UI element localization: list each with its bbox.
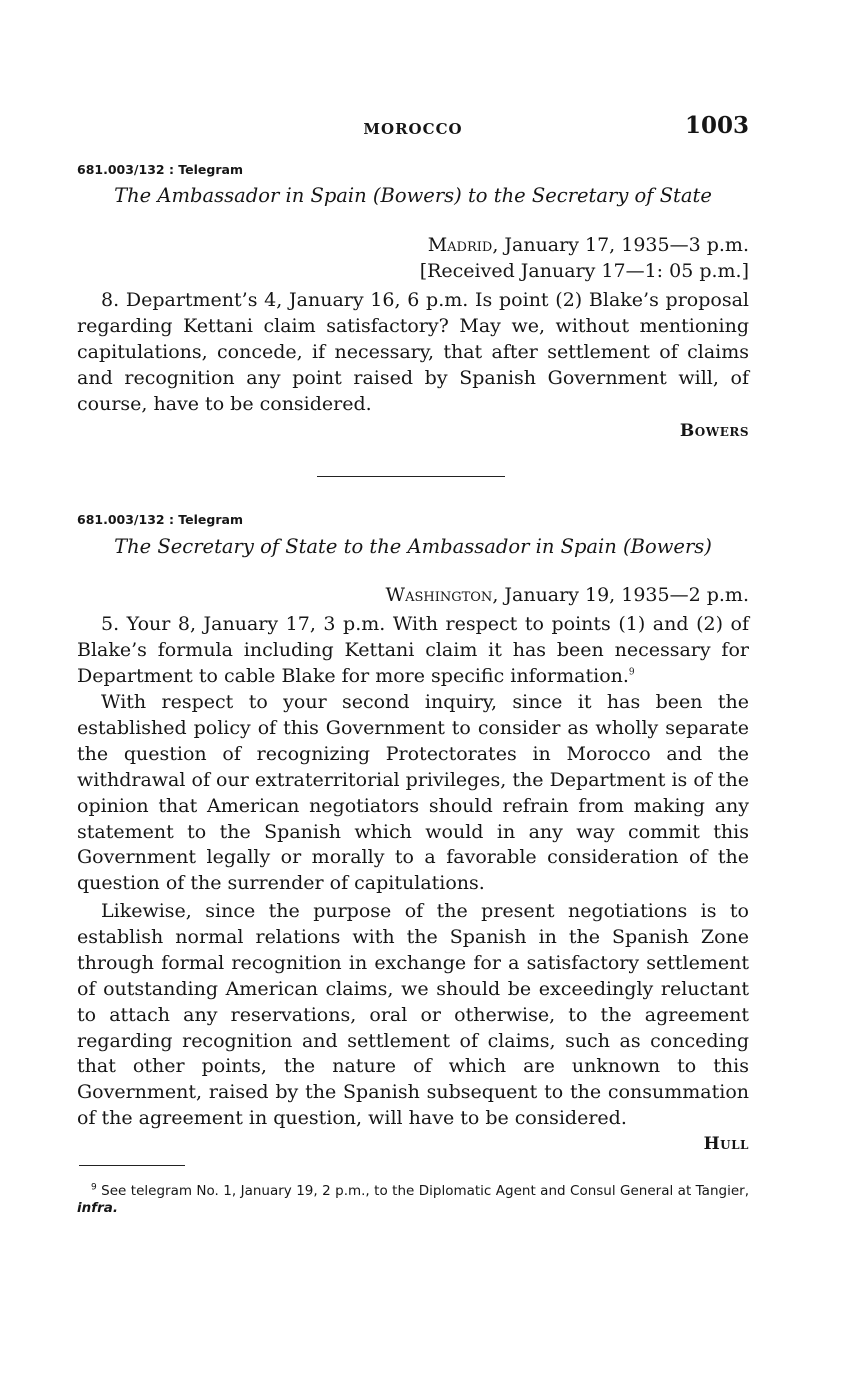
doc2-paragraph-1: [77, 612, 749, 690]
doc1-date-sent: , January 17, 1935—3 p.m.: [492, 234, 749, 256]
doc1-title: The Ambassador in Spain (Bowers) to the Secretary of State: [114, 184, 712, 207]
doc2-date-sent-line: [386, 582, 749, 608]
doc1-date-received: [Received January 17—1: 05 p.m.]: [419, 260, 749, 282]
footnote-text: See telegram No. 1, January 19, 2 p.m., to the Diplomatic Agent and Consul General at Tangier,: [101, 1183, 749, 1199]
doc2-paragraph-3: Likewise, since the purpose of the present negotiations is to establish normal relations with the Spanish in the Spanish Zone through formal recognition in exchange for a satisfactory settlement of outstanding American claims, we should be exceedingly reluctant to attach any reservations, oral or otherwise, to the agreement regarding recognition and settlement of claims, such as conceding that other points, the nature of which are unknown to this Government, raised by the Spanish subsequent to the consummation of the agreement in question, will have to be considered.: [77, 900, 749, 1130]
doc2-date-sent: , January 19, 1935—2 p.m.: [492, 584, 749, 606]
doc1-file-reference: 681.003/132 : Telegram: [77, 162, 243, 177]
doc2-dateline: [386, 582, 749, 608]
doc2-title: The Secretary of State to the Ambassador in Spain (Bowers): [114, 535, 712, 558]
doc1-date-sent-line: [420, 232, 749, 258]
doc2-paragraph-2: With respect to your second inquiry, since it has been the established policy of this Government to consider as wholly separate the question of recognizing Protectorates in Morocco and the withdrawal of our extraterritorial privileges, the Department is of the opinion that American negotiators should refrain from making any statement to the Spanish which would in any way commit this Government legally or morally to a favorable consideration of the question of the surrender of capitulations.: [77, 691, 749, 895]
doc2-paragraph-1-text: 5. Your 8, January 17, 3 p.m. With respect to points (1) and (2) of Blake’s formula including Kettani claim it has been necessary for Department to cable Blake for more specific information.: [77, 613, 749, 687]
footnote-mark: 9: [91, 1182, 97, 1193]
section-divider: [317, 476, 505, 477]
doc2-signature: Hull: [703, 1134, 749, 1154]
doc2-place: Washington: [385, 584, 493, 606]
doc2-file-reference: 681.003/132 : Telegram: [77, 512, 243, 527]
footnote-divider: [79, 1165, 185, 1166]
footnote-reference-mark: 9: [628, 667, 635, 678]
footnote: [77, 1183, 749, 1217]
doc1-dateline: [420, 232, 749, 284]
page-header: [77, 112, 749, 144]
page-number: 1003: [684, 112, 749, 139]
doc1-place: Madrid: [427, 234, 493, 256]
doc1-signature: Bowers: [679, 421, 749, 441]
footnote-emphasis: infra.: [77, 1200, 119, 1216]
doc1-body: 8. Department’s 4, January 16, 6 p.m. Is point (2) Blake’s proposal regarding Kettani claim satisfactory? May we, without mentioning capitulations, concede, if necessary, that after settlement of claims and recognition any point raised by Spanish Government will, of course, have to be considered.: [77, 289, 749, 415]
running-title: MOROCCO: [363, 120, 463, 138]
